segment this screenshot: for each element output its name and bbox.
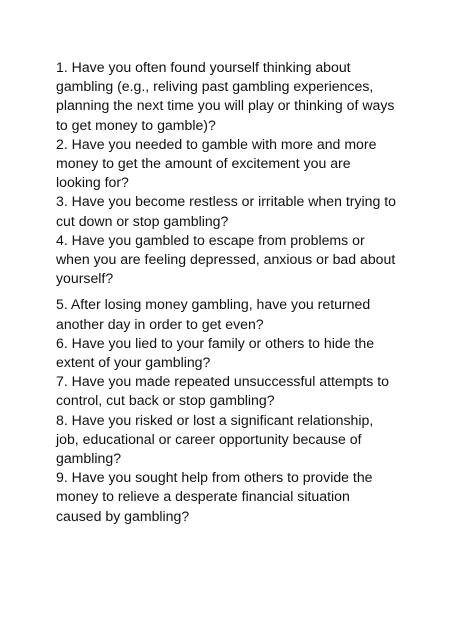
questionnaire-list	[56, 58, 396, 526]
question-item-6: 6. Have you lied to your family or others to hide the extent of your gambling?	[56, 334, 375, 371]
question-item-2: 2. Have you needed to gamble with more and more money to get the amount of excitement you are looking for?	[56, 135, 377, 191]
question-item-9: 9. Have you sought help from others to provide the money to relieve a desperate financial situation caused by gambling?	[56, 469, 373, 524]
question-item-1: 1. Have you often found yourself thinking about gambling (e.g., reliving past gambling experiences, planning the next time you will play or thinking of ways to get money to gamble)?	[56, 59, 395, 133]
question-item-3: 3. Have you become restless or irritable when trying to cut down or stop gambling?	[56, 193, 396, 229]
question-item-7: 7. Have you made repeated unsuccessful attempts to control, cut back or stop gambling?	[56, 373, 389, 409]
question-item-8: 8. Have you risked or lost a significant relationship, job, educational or career opportunity because of gambling?	[56, 411, 374, 467]
question-item-4: 4. Have you gambled to escape from problems or when you are feeling depressed, anxious or bad about yourself?	[56, 231, 396, 287]
question-item-5: 5. After losing money gambling, have you returned another day in order to get even?	[56, 296, 371, 332]
